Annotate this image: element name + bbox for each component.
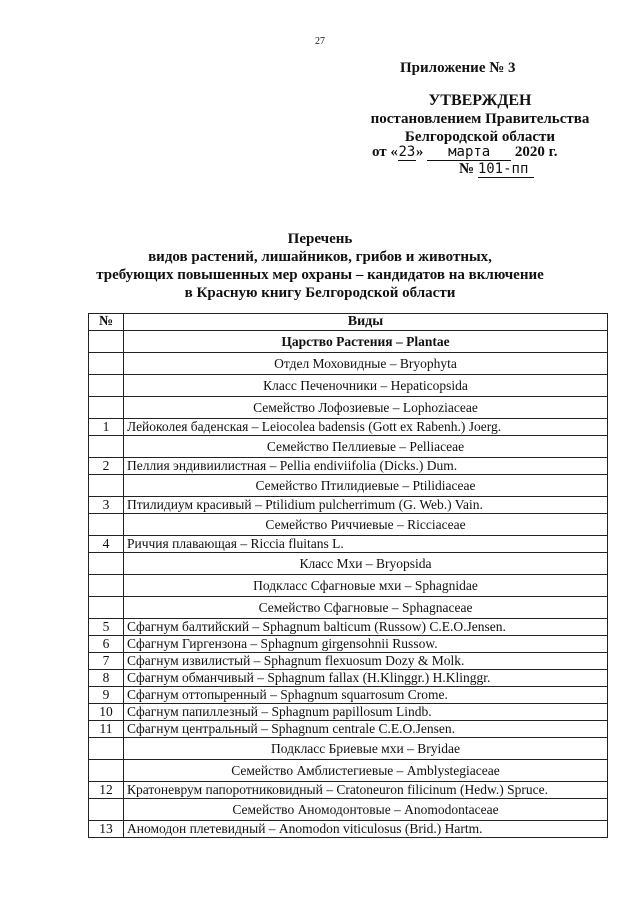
taxon-group-row xyxy=(89,553,608,575)
taxon-group-name: Семейство Лофозиевые – Lophoziaceae xyxy=(124,397,608,419)
row-number xyxy=(89,353,124,375)
taxon-group-row xyxy=(89,397,608,419)
species-row xyxy=(89,687,608,704)
row-number: 12 xyxy=(89,782,124,799)
taxon-group-row xyxy=(89,597,608,619)
heading-line1: Перечень xyxy=(287,231,353,247)
species-table xyxy=(88,313,608,838)
row-number xyxy=(89,397,124,419)
row-number: 2 xyxy=(89,458,124,475)
approval-line2: Белгородской области xyxy=(404,129,556,145)
taxon-group-row xyxy=(89,799,608,821)
row-number xyxy=(89,475,124,497)
taxon-group-name: Семейство Сфагновые – Sphagnaceae xyxy=(124,597,608,619)
species-name: Сфагнум обманчивый – Sphagnum fallax (H.Klinggr.) H.Klinggr. xyxy=(124,670,608,687)
species-name: Лейоколея баденская – Leiocolea badensis (Gott ex Rabenh.) Joerg. xyxy=(124,419,608,436)
species-row xyxy=(89,704,608,721)
species-row xyxy=(89,458,608,475)
row-number: 4 xyxy=(89,536,124,553)
taxon-group-name: Отдел Моховидные – Bryophyta xyxy=(124,353,608,375)
species-row xyxy=(89,497,608,514)
species-row xyxy=(89,419,608,436)
row-number xyxy=(89,575,124,597)
species-name: Сфагнум извилистый – Sphagnum flexuosum Dozy & Molk. xyxy=(124,653,608,670)
taxon-group-row xyxy=(89,738,608,760)
row-number: 9 xyxy=(89,687,124,704)
approval-line1: постановлением Правительства xyxy=(370,111,590,127)
taxon-group-row xyxy=(89,375,608,397)
approval-number xyxy=(459,161,534,178)
species-name: Сфагнум центральный – Sphagnum centrale C.E.O.Jensen. xyxy=(124,721,608,738)
species-row xyxy=(89,619,608,636)
heading-line3: требующих повышенных мер охраны – кандидатов на включение xyxy=(96,267,544,283)
heading-line4: в Красную книгу Белгородской области xyxy=(184,285,456,301)
column-header-species: Виды xyxy=(124,314,608,331)
date-prefix: от « xyxy=(372,144,398,160)
species-row xyxy=(89,782,608,799)
row-number xyxy=(89,553,124,575)
species-row xyxy=(89,670,608,687)
row-number xyxy=(89,375,124,397)
approval-date xyxy=(372,144,558,161)
row-number: 13 xyxy=(89,821,124,838)
species-row xyxy=(89,821,608,838)
number-value: 101-пп xyxy=(478,161,534,178)
row-number: 7 xyxy=(89,653,124,670)
row-number: 11 xyxy=(89,721,124,738)
appendix-label: Приложение № 3 xyxy=(400,60,516,76)
species-name: Риччия плавающая – Riccia fluitans L. xyxy=(124,536,608,553)
date-day: 23 xyxy=(398,144,416,160)
taxon-group-row xyxy=(89,760,608,782)
row-number xyxy=(89,514,124,536)
number-prefix: № xyxy=(459,161,475,177)
taxon-group-name: Семейство Риччиевые – Ricciaceae xyxy=(124,514,608,536)
date-year: 2020 г. xyxy=(514,144,558,160)
row-number xyxy=(89,738,124,760)
document-heading xyxy=(0,230,640,302)
species-row xyxy=(89,536,608,553)
taxon-group-name: Семейство Птилидиевые – Ptilidiaceae xyxy=(124,475,608,497)
approval-title: УТВЕРЖДЕН xyxy=(428,92,532,109)
taxon-group-name: Подкласс Бриевые мхи – Bryidae xyxy=(124,738,608,760)
taxon-group-row xyxy=(89,514,608,536)
date-mid: » xyxy=(415,144,424,160)
taxon-group-row xyxy=(89,353,608,375)
species-name: Сфагнум Гиргензона – Sphagnum girgensohnii Russow. xyxy=(124,636,608,653)
taxon-group-name: Подкласс Сфагновые мхи – Sphagnidae xyxy=(124,575,608,597)
row-number xyxy=(89,436,124,458)
table-header-row xyxy=(89,314,608,331)
taxon-group-name: Семейство Аномодонтовые – Anomodontaceae xyxy=(124,799,608,821)
species-name: Птилидиум красивый – Ptilidium pulcherrimum (G. Web.) Vain. xyxy=(124,497,608,514)
taxon-group-name: Класс Печеночники – Hepaticopsida xyxy=(124,375,608,397)
species-row xyxy=(89,636,608,653)
taxon-group-name: Семейство Амблистегиевые – Amblystegiaceae xyxy=(124,760,608,782)
row-number: 10 xyxy=(89,704,124,721)
row-number: 3 xyxy=(89,497,124,514)
species-row xyxy=(89,653,608,670)
species-name: Кратоневрум папоротниковидный – Cratoneuron filicinum (Hedw.) Spruce. xyxy=(124,782,608,799)
approval-block xyxy=(330,92,630,146)
row-number xyxy=(89,760,124,782)
species-row xyxy=(89,721,608,738)
row-number: 6 xyxy=(89,636,124,653)
row-number xyxy=(89,799,124,821)
taxon-group-row xyxy=(89,331,608,353)
taxon-group-row xyxy=(89,475,608,497)
species-name: Сфагнум балтийский – Sphagnum balticum (Russow) C.E.O.Jensen. xyxy=(124,619,608,636)
row-number: 5 xyxy=(89,619,124,636)
species-name: Сфагнум папиллезный – Sphagnum papillosum Lindb. xyxy=(124,704,608,721)
species-name: Сфагнум оттопыренный – Sphagnum squarrosum Crome. xyxy=(124,687,608,704)
species-name: Пеллия эндивиилистная – Pellia endiviifolia (Dicks.) Dum. xyxy=(124,458,608,475)
date-month: марта xyxy=(427,144,511,161)
heading-line2: видов растений, лишайников, грибов и животных, xyxy=(148,249,492,265)
row-number: 8 xyxy=(89,670,124,687)
column-header-number: № xyxy=(89,314,124,331)
taxon-group-name: Семейство Пеллиевые – Pelliaceae xyxy=(124,436,608,458)
taxon-group-name: Класс Мхи – Bryopsida xyxy=(124,553,608,575)
row-number xyxy=(89,597,124,619)
page-number: 27 xyxy=(315,36,325,47)
row-number xyxy=(89,331,124,353)
species-table-body xyxy=(89,331,608,838)
row-number: 1 xyxy=(89,419,124,436)
taxon-group-row xyxy=(89,436,608,458)
taxon-group-row xyxy=(89,575,608,597)
taxon-group-name: Царство Растения – Plantae xyxy=(124,331,608,353)
species-name: Аномодон плетевидный – Anomodon viticulosus (Brid.) Hartm. xyxy=(124,821,608,838)
